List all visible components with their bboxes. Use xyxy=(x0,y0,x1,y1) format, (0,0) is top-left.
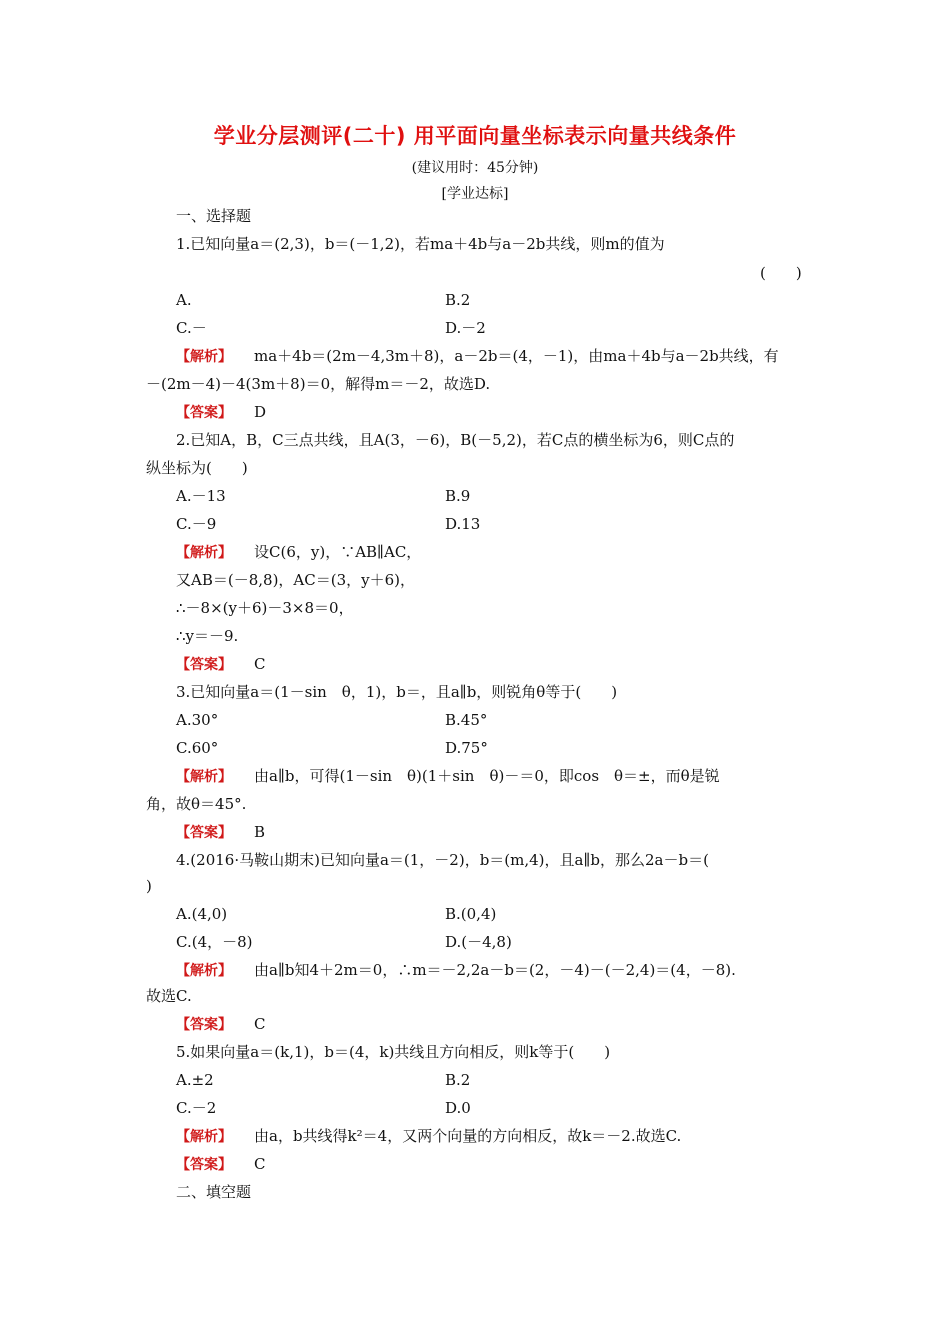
answer-value: B xyxy=(254,823,266,841)
answer-line xyxy=(176,1154,265,1175)
option-a: A.±2 xyxy=(176,1071,214,1089)
answer-value: C xyxy=(254,655,266,673)
analysis-line xyxy=(176,766,720,787)
option-c: C.－9 xyxy=(176,515,217,533)
analysis-text: ∴－8×(y＋6)－3×8＝0， xyxy=(176,599,354,617)
analysis-line xyxy=(176,1126,681,1147)
option-d: D.75° xyxy=(445,739,488,757)
answer-value: C xyxy=(254,1155,266,1173)
option-a: A. xyxy=(176,291,192,309)
time-hint: (建议用时：45分钟) xyxy=(411,160,539,176)
option-a: A.(4,0) xyxy=(176,905,228,923)
option-a: A.－13 xyxy=(176,487,226,505)
option-c: C.60° xyxy=(176,739,219,757)
answer-value: D xyxy=(254,403,267,421)
option-a: A.30° xyxy=(176,711,219,729)
option-c: C.－ xyxy=(176,319,207,337)
option-d: D.(－4,8) xyxy=(445,933,512,951)
question-stem: 纵坐标为( ) xyxy=(146,459,248,477)
question-stem: 3.已知向量a＝(1－sin θ，1)，b＝，且a∥b，则锐角θ等于( ) xyxy=(176,683,618,701)
option-b: B.2 xyxy=(445,291,471,309)
answer-label: 【答案】 xyxy=(176,1017,232,1033)
answer-paren: ( ) xyxy=(760,264,802,282)
option-d: D.13 xyxy=(445,515,481,533)
option-d: D.0 xyxy=(445,1099,471,1117)
option-c: C.－2 xyxy=(176,1099,217,1117)
option-b: B.2 xyxy=(445,1071,471,1089)
analysis-label: 【解析】 xyxy=(176,349,232,365)
level-tag: [学业达标] xyxy=(441,186,509,202)
analysis-label: 【解析】 xyxy=(176,963,232,979)
analysis-line xyxy=(176,346,779,367)
analysis-text: 又AB＝(－8,8)，AC＝(3，y＋6)， xyxy=(176,571,415,589)
analysis-text: 由a∥b知4＋2m＝0，∴m＝－2,2a－b＝(2，－4)－(－2,4)＝(4，－8). xyxy=(254,961,736,979)
analysis-text: 故选C. xyxy=(146,987,192,1005)
question-stem: 2.已知A，B，C三点共线，且A(3，－6)，B(－5,2)，若C点的横坐标为6，则C点的 xyxy=(176,431,735,449)
question-stem: 1.已知向量a＝(2,3)，b＝(－1,2)，若ma＋4b与a－2b共线，则m的值为 xyxy=(176,235,665,253)
analysis-text: 角，故θ＝45°. xyxy=(146,795,247,813)
analysis-text: ∴y＝－9. xyxy=(176,627,239,645)
analysis-label: 【解析】 xyxy=(176,769,232,785)
answer-line xyxy=(176,822,265,843)
analysis-text: －(2m－4)－4(3m＋8)＝0，解得m＝－2，故选D. xyxy=(146,375,491,393)
answer-line xyxy=(176,402,266,423)
analysis-text: 由a∥b，可得(1－sin θ)(1＋sin θ)－＝0，即cos θ＝±，而θ是锐 xyxy=(254,767,720,785)
question-stem: ) xyxy=(146,877,152,895)
answer-value: C xyxy=(254,1015,266,1033)
analysis-text: 设C(6，y)，∵AB∥AC， xyxy=(254,543,422,561)
analysis-label: 【解析】 xyxy=(176,1129,232,1145)
answer-label: 【答案】 xyxy=(176,825,232,841)
analysis-label: 【解析】 xyxy=(176,545,232,561)
question-stem: 4.(2016·马鞍山期末)已知向量a＝(1，－2)，b＝(m,4)，且a∥b，那么2a－b＝( xyxy=(176,851,709,869)
analysis-text: ma＋4b＝(2m－4,3m＋8)，a－2b＝(4，－1)，由ma＋4b与a－2b共线，有 xyxy=(254,347,779,365)
answer-label: 【答案】 xyxy=(176,405,232,421)
answer-line xyxy=(176,1014,265,1035)
section-heading: 一、选择题 xyxy=(176,207,252,225)
analysis-line xyxy=(176,960,736,981)
section-heading: 二、填空题 xyxy=(176,1183,252,1201)
answer-line xyxy=(176,654,265,675)
answer-label: 【答案】 xyxy=(176,657,232,673)
option-b: B.45° xyxy=(445,711,488,729)
analysis-line xyxy=(176,542,421,563)
question-stem: 5.如果向量a＝(k,1)，b＝(4，k)共线且方向相反，则k等于( ) xyxy=(176,1043,611,1061)
option-b: B.9 xyxy=(445,487,471,505)
option-c: C.(4，－8) xyxy=(176,933,253,951)
answer-label: 【答案】 xyxy=(176,1157,232,1173)
analysis-text: 由a，b共线得k²＝4，又两个向量的方向相反，故k＝－2.故选C. xyxy=(254,1127,682,1145)
option-d: D.－2 xyxy=(445,319,486,337)
option-b: B.(0,4) xyxy=(445,905,497,923)
page-title: 学业分层测评(二十) 用平面向量坐标表示向量共线条件 xyxy=(213,124,737,148)
